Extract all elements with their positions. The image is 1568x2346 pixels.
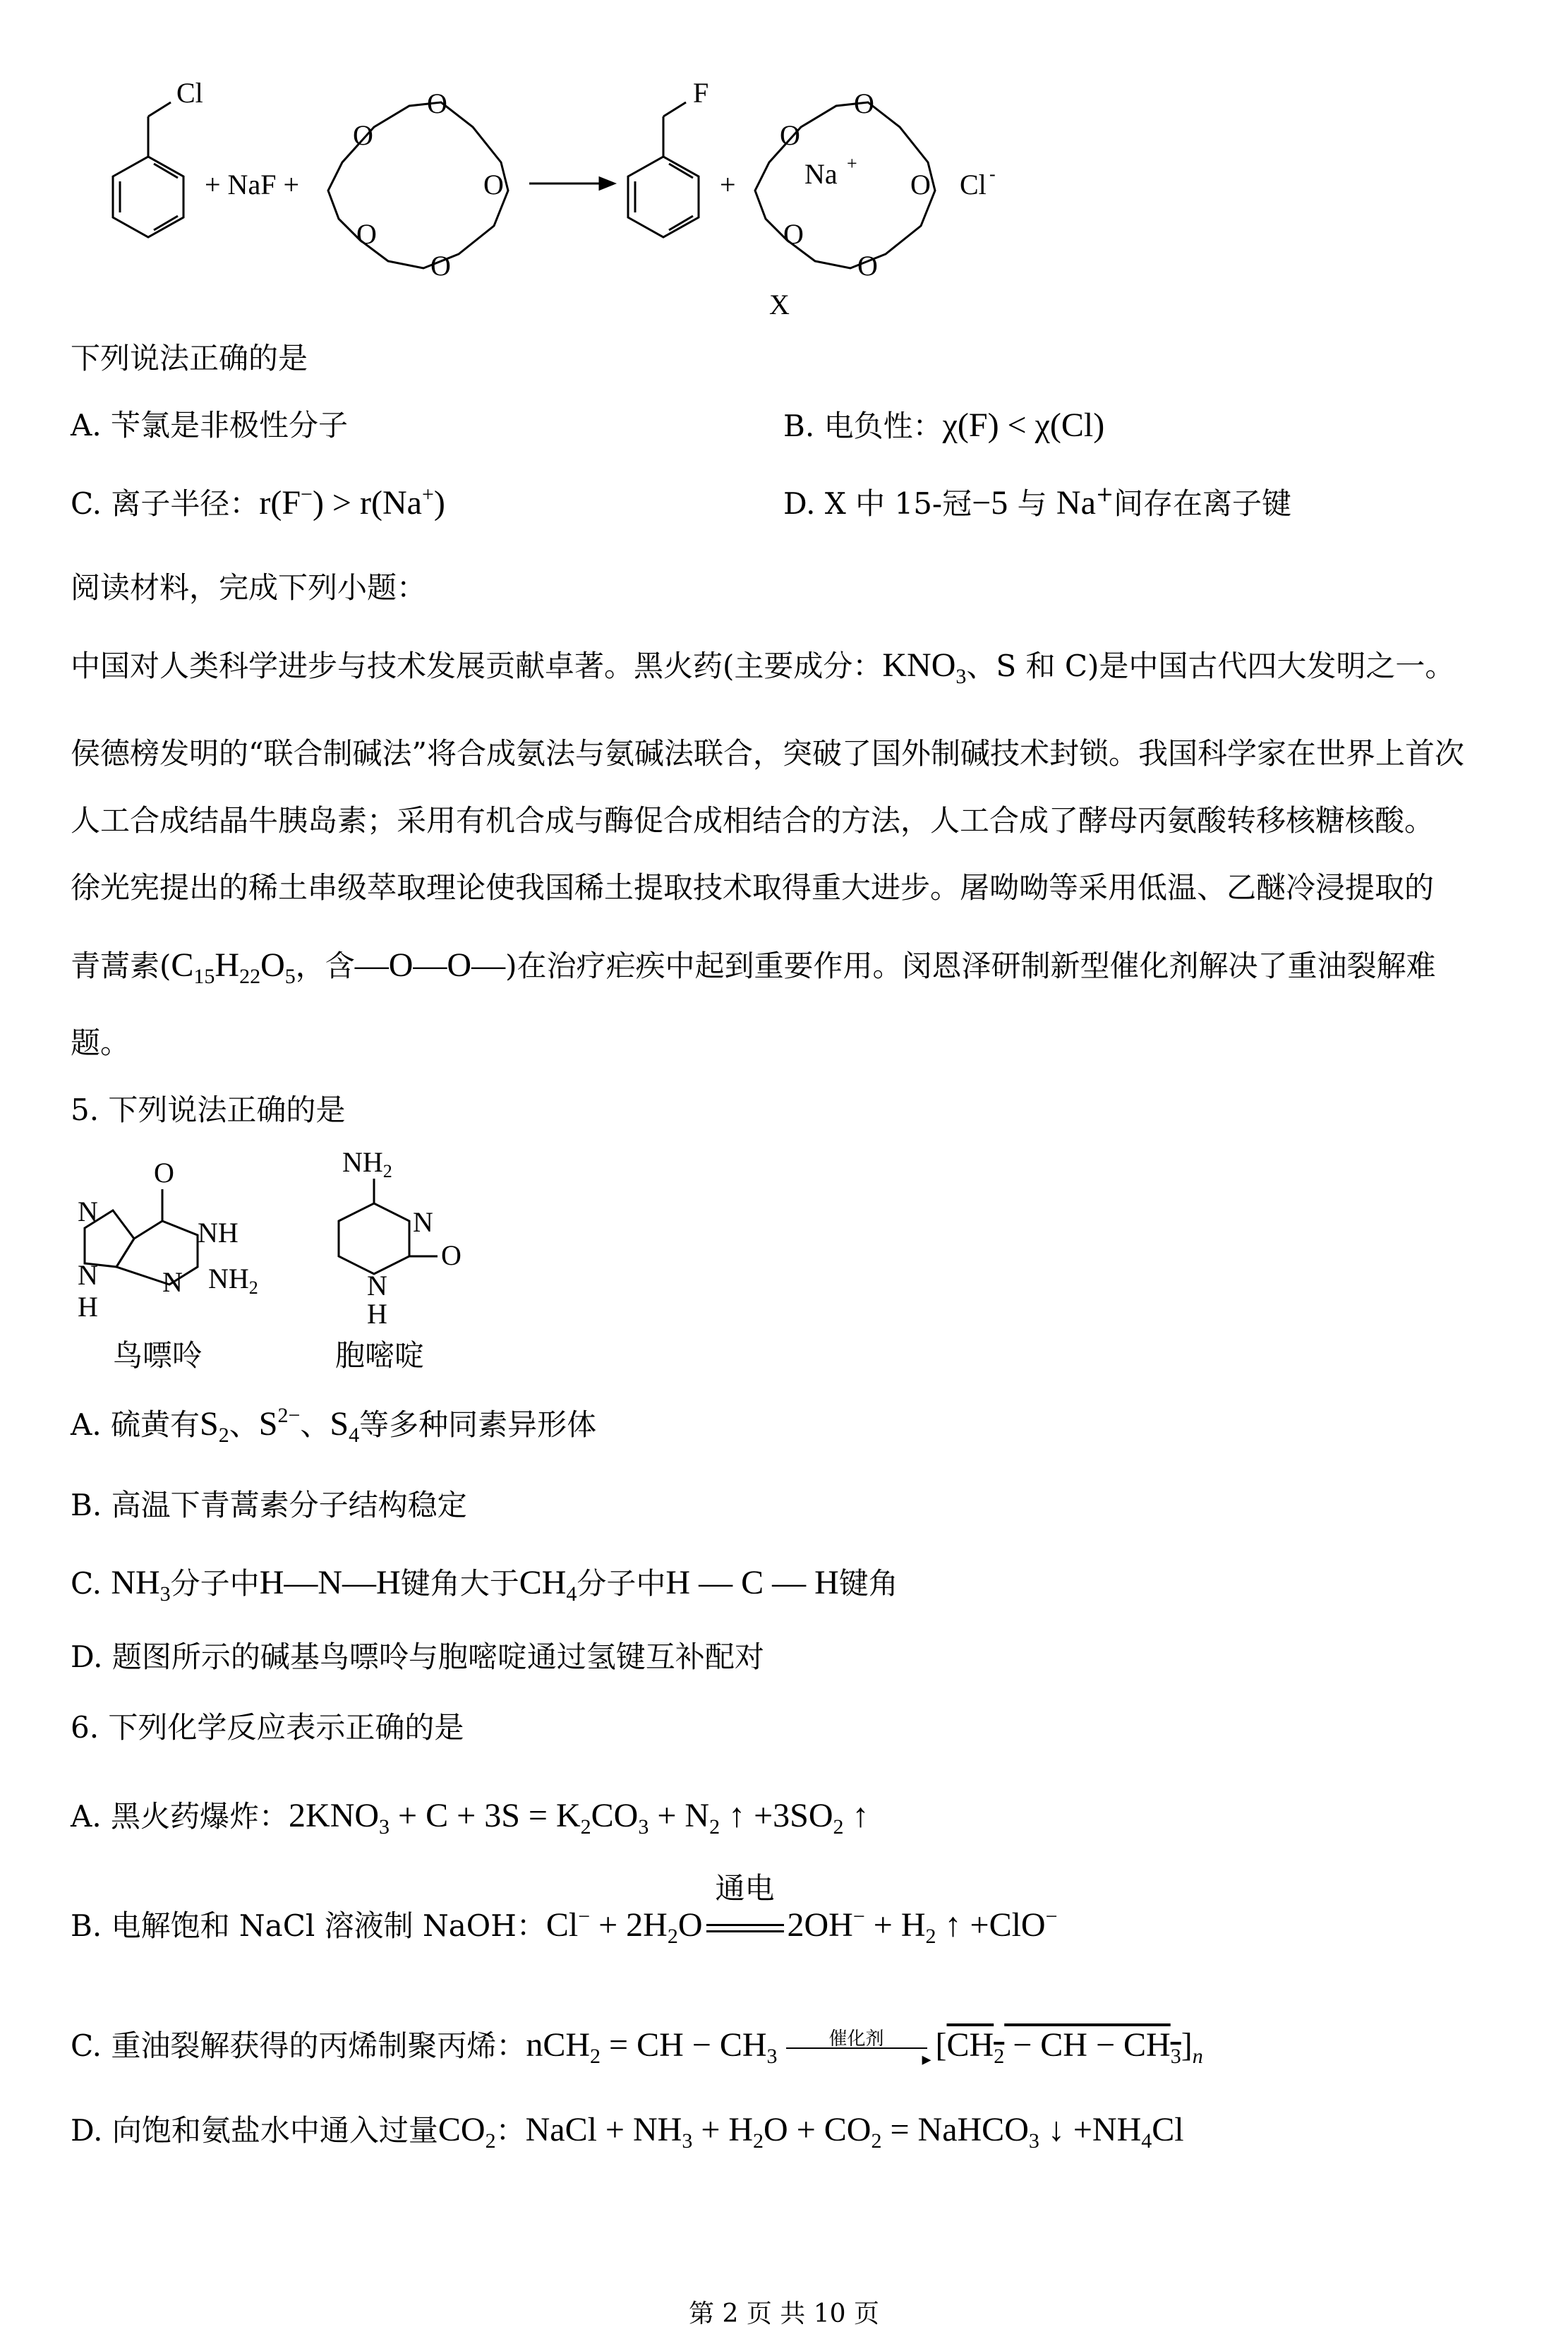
q6-d-prefix: D. 向饱和氨盐水中通入过量 (71, 2113, 438, 2148)
cytosine-n3: N (413, 1206, 433, 1238)
polypropylene-unit: [$CH_2$ − CH − $CH_3]_n$ (935, 2026, 1203, 2068)
polymerization-equation: nCH$_2$ = CH − $CH_3$ 催化剂 ▸ [$CH_2$ − CH − $CH_3]_n$ (526, 2026, 1203, 2069)
q4-b-prefix: B. 电负性： (783, 409, 943, 443)
material-p5-b: ，含 (295, 949, 355, 983)
cl-charge: - (989, 164, 996, 184)
s2-ion: $S^{2-}$ (258, 1404, 301, 1443)
crown-o-5: O (356, 218, 377, 250)
kno3-formula: $KNO_3$ (882, 646, 967, 688)
na-ion-label: Na (804, 158, 838, 190)
complex-o-3: O (910, 169, 931, 200)
cl-ion-label: Cl (960, 169, 987, 200)
q4-c-na: Na (382, 484, 422, 522)
q4-c-gt: > (332, 484, 351, 522)
q4-c-prefix: C. 离子半径： (71, 486, 260, 521)
complex-o-4: O (857, 250, 878, 282)
q4-d-d: 间存在离子键 (1114, 486, 1292, 521)
crown-o-4: O (430, 250, 451, 282)
guanine-n3: N (162, 1266, 183, 1298)
q4-stem: 下列说法正确的是 (71, 341, 308, 375)
q5-c-b: 分子中 (170, 1566, 260, 1601)
reaction-scheme (42, 42, 1171, 325)
complex-o-5: O (783, 218, 804, 250)
guanine-n9: N (78, 1259, 98, 1291)
guanine-h: H (78, 1291, 98, 1323)
q5-option-b: B. 高温下青蒿素分子结构稳定 (71, 1488, 467, 1522)
q5-option-c (71, 1563, 898, 1604)
q6-option-b (71, 1871, 1058, 1948)
material-p5-a: 青蒿素( (71, 949, 171, 983)
q6-c-prefix: C. 重油裂解获得的丙烯制聚丙烯： (71, 2028, 526, 2063)
q5-option-d: D. 题图所示的碱基鸟嘌呤与胞嘧啶通过氢键互补配对 (71, 1640, 764, 1674)
crown-o-3: O (483, 169, 504, 200)
cytosine-name: 胞嘧啶 (335, 1340, 425, 1373)
material-p1 (71, 646, 1454, 686)
s2: $S_2$ (200, 1405, 229, 1447)
electrolysis-condition: 通电 (703, 1906, 788, 1945)
q5-c-c: 键角大于 (400, 1566, 519, 1601)
cytosine-nh2: $NH_2$ (342, 1146, 392, 1181)
x-label: X (769, 289, 790, 320)
q6-option-d (71, 2110, 1184, 2153)
q4-option-c: C. 离子半径：r(F−) > r(Na+) (71, 483, 445, 522)
q4-option-d (783, 483, 1291, 524)
complex-o-1: O (780, 119, 800, 151)
material-p6: 题。 (71, 1025, 131, 1060)
page-footer: 第 2 页 共 10 页 (689, 2299, 879, 2328)
material-p1-a: 中国对人类科学进步与技术发展贡献卓著。黑火药(主要成分： (71, 649, 883, 683)
hch-angle: H — C — H (665, 1564, 839, 1601)
crown-o-2: O (427, 88, 447, 119)
q4-c-r2: r (360, 484, 371, 522)
q5-c-a: C. (71, 1566, 111, 1601)
q6-a-prefix: A. 黑火药爆炸： (71, 1799, 289, 1834)
benzene-ring-product (628, 157, 699, 237)
gunpowder-equation: $2KNO_3 + C + 3S = K_2CO_3 + N_2$ ↑ $+3SO_2$ ↑ (289, 1797, 869, 1839)
q6-option-c (71, 2026, 1203, 2069)
ch4: $CH_4$ (519, 1564, 577, 1606)
f-substituent-label: F (693, 77, 709, 109)
cytosine-o: O (441, 1239, 462, 1271)
hnh-angle: H—N—H (259, 1564, 401, 1601)
q4-d-a: D. X 中 15-冠 (783, 486, 972, 521)
plus-label: + (720, 169, 736, 200)
q6-d-colon: ： (495, 2113, 526, 2148)
material-p3: 人工合成结晶牛胰岛素；采用有机合成与酶促合成相结合的方法，人工合成了酵母丙氨酸转移核糖核酸。 (71, 803, 1435, 838)
nh3: $NH_3$ (111, 1564, 171, 1606)
crown-o-1: O (353, 119, 373, 151)
guanine-nh2: $NH_2$ (208, 1263, 258, 1298)
material-p1-b: 、S 和 C)是中国古代四大发明之一。 (966, 649, 1455, 683)
q6-stem: 6. 下列化学反应表示正确的是 (71, 1710, 464, 1745)
material-intro: 阅读材料，完成下列小题： (71, 570, 427, 605)
cytosine-h: H (367, 1298, 387, 1330)
q4-b-math: χ(F) < χ(Cl) (942, 407, 1105, 444)
q6-option-a (71, 1796, 869, 1839)
cytosine-n1: N (367, 1270, 387, 1301)
cytosine-ring (339, 1203, 409, 1274)
q5-stem: 5. 下列说法正确的是 (71, 1093, 346, 1127)
guanine-nh: NH (198, 1217, 239, 1249)
q5-option-a (71, 1404, 596, 1445)
q4-option-b (783, 406, 1104, 446)
q5-a-sep1: 、 (229, 1407, 259, 1442)
artemisinin-formula: $C_{15}H_{22}O_5$ (171, 946, 296, 988)
q4-c-na-charge: + (421, 483, 434, 506)
peroxide-bond: —O—O— (354, 946, 506, 984)
q4-d-b: −5 (972, 484, 1008, 522)
catalyst-arrow: 催化剂 ▸ (786, 2047, 927, 2049)
benzene-ring-reactant (113, 157, 183, 237)
material-p5 (71, 946, 1435, 986)
q4-c-f-charge: − (301, 483, 313, 506)
q4-option-a: A. 苄氯是非极性分子 (71, 408, 349, 443)
q4-d-na-charge: + (1095, 482, 1114, 507)
s4: $S_4$ (330, 1405, 360, 1447)
q4-c-r1: r (259, 484, 271, 522)
guanine-name: 鸟嘌呤 (113, 1340, 203, 1373)
q5-a-suffix: 等多种同素异形体 (359, 1407, 597, 1442)
q4-d-c: 与 (1008, 486, 1056, 521)
nucleobase-structures (56, 1143, 494, 1383)
na-charge: + (847, 153, 857, 174)
solvay-equation: NaCl + $NH_3 + H_2O + CO_2$ = NaHCO$_3$ ↓ $+NH_4Cl$ (525, 2111, 1184, 2153)
plus-naf-label: + NaF + (205, 169, 300, 200)
cl-substituent-label: Cl (176, 77, 203, 109)
electrolysis-equation: $Cl^- + 2H_2O$ 通电 $2OH^- + H_2$ ↑ +ClO− (545, 1871, 1058, 1948)
complex-o-2: O (854, 88, 874, 119)
material-p2: 侯德榜发明的“联合制碱法”将合成氨法与氨碱法联合，突破了国外制碱技术封锁。我国科学家在世界上首次 (71, 736, 1464, 771)
q5-c-e: 键角 (838, 1566, 898, 1601)
guanine-n7: N (78, 1196, 98, 1227)
material-p5-c: )在治疗疟疾中起到重要作用。闵恩泽研制新型催化剂解决了重油裂解难 (505, 949, 1436, 983)
q6-b-prefix: B. 电解饱和 NaCl 溶液制 NaOH： (71, 1908, 546, 1943)
q5-a-sep2: 、 (300, 1407, 330, 1442)
material-p4: 徐光宪提出的稀土串级萃取理论使我国稀土提取技术取得重大进步。屠呦呦等采用低温、乙醚冷浸提取的 (71, 870, 1435, 905)
q4-c-f: F (282, 484, 301, 522)
guanine-o: O (154, 1157, 174, 1189)
q5-a-prefix: A. 硫黄有 (71, 1407, 200, 1442)
q4-d-na: Na (1056, 484, 1096, 522)
co2: $CO_2$ (438, 2111, 496, 2153)
q5-c-d: 分子中 (577, 1566, 666, 1601)
